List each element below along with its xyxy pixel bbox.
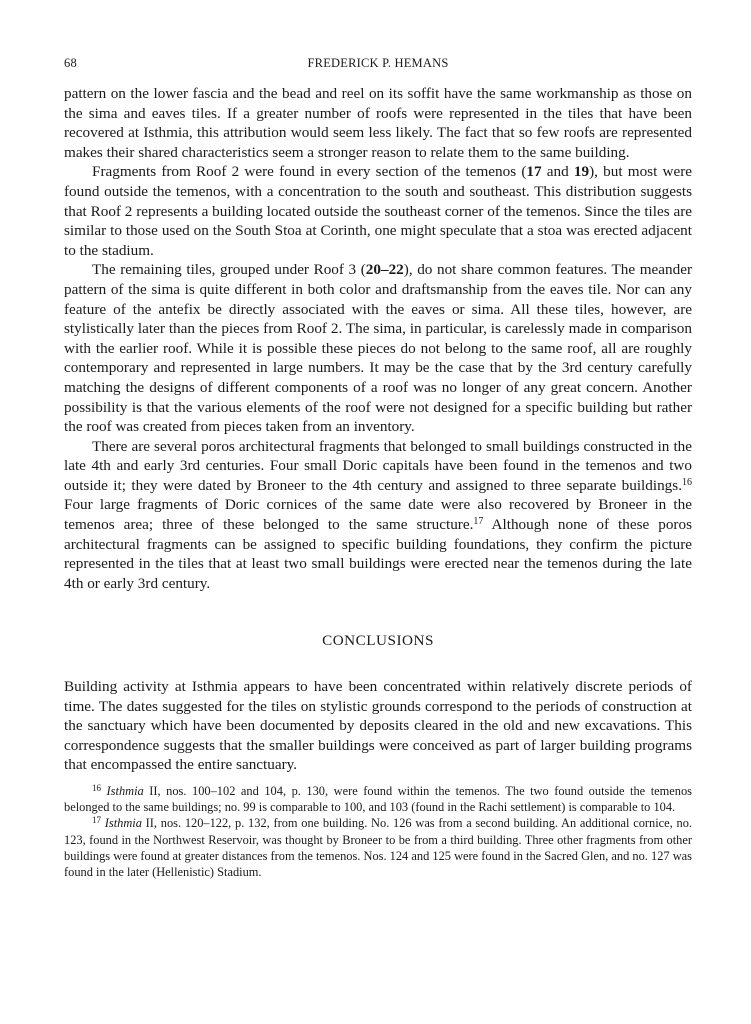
paragraph (64, 437, 692, 594)
text-segment: II, nos. 100–102 and 104, p. 130, were found within the temenos. The two found outside the temenos belonged to the same buildings; no. 99 is comparable to 100, and 103 (found in the Rachi settlement) is comparable to 104. (64, 784, 692, 815)
main-paragraphs (64, 84, 692, 593)
footnote-ref: 17 (92, 815, 101, 826)
page (64, 56, 692, 880)
text-segment: 20–22 (365, 261, 404, 279)
text-segment: Building activity at Isthmia appears to have been concentrated within relatively discrete periods of time. The dates suggested for the tiles on stylistic grounds correspond to the periods of construction at the sanctuary which have been documented by deposits cleared in the old and new excavations. This correspondence suggests that the smaller buildings were conceived as part of larger building programs that encompassed the entire sanctuary. (64, 678, 692, 774)
text-segment: The remaining tiles, grouped under Roof 3 ( (92, 261, 366, 279)
paragraph (64, 677, 692, 775)
text-segment: and (541, 163, 574, 181)
text-segment: Four large fragments of Doric cornices of the same date were also recovered by Broneer in the temenos area; three of these belonged to the same structure. (64, 496, 692, 534)
text-segment: Fragments from Roof 2 were found in every section of the temenos ( (92, 163, 527, 181)
paragraph (64, 84, 692, 162)
text-segment: II, nos. 120–122, p. 132, from one building. No. 126 was from a second building. An additional cornice, no. 123, found in the Northwest Reservoir, was thought by Broneer to be from a third building. Three other fragments from other buildings were found at greater distances from the temenos. Nos. 124 and 125 were found in the Sacred Glen, and no. 127 was found in the later (Hellenistic) Stadium. (64, 816, 692, 880)
page-number: 68 (64, 56, 77, 70)
text-segment: pattern on the lower fascia and the bead and reel on its soffit have the same workmanship as those on the sima and eaves tiles. If a greater number of roofs were represented in the tiles that have been recovered at Isthmia, this attribution would seem less likely. The fact that so few roofs are represented makes their shared characteristics seem a stronger reason to relate them to the same building. (64, 85, 692, 161)
footnote (64, 783, 692, 815)
running-header (64, 56, 692, 78)
footnotes (64, 783, 692, 880)
text-segment: ), do not share common features. The meander pattern of the sima is quite different in both color and draftsmanship from the eaves tile. Nor can any feature of the antefix be directly associated with the eaves or sima. All these tiles, however, are stylistically later than the pieces from Roof 2. The sima, in particular, is carelessly made in comparison with the earlier roof. While it is possible these pieces do not belong to the same roof, all are roughly contemporary and represented in large numbers. It may be the case that by the 3rd century carefully matching the designs of different components of a roof was no longer of any great concern. Another possibility is that the various elements of the roof were not designed for a specific building but rather the roof was created from pieces taken from an inventory. (64, 261, 693, 436)
footnote-ref: 16 (682, 476, 692, 488)
running-header-author: FREDERICK P. HEMANS (307, 56, 449, 70)
text-segment: Isthmia (104, 816, 142, 831)
text-segment: Although none of these poros architectural fragments can be assigned to specific building foundations, they confirm the picture represented in the tiles that at least two small buildings were erected near the temenos during the late 4th or early 3rd century. (64, 516, 692, 592)
text-segment: Isthmia (106, 784, 144, 798)
text-segment: ), but most were found outside the temenos, with a concentration to the south and southeast. This distribution suggests that Roof 2 represents a building located outside the southeast corner of the temenos. Since the tiles are similar to those used on the South Stoa at Corinth, one might speculate that a stoa was erected adjacent to the stadium. (64, 163, 692, 259)
body-text (64, 84, 692, 775)
section-heading: CONCLUSIONS (322, 632, 434, 650)
footnote-ref: 16 (92, 783, 101, 793)
text-segment: 19 (573, 163, 590, 181)
conclusion-paragraphs (64, 677, 692, 775)
footnote (64, 815, 692, 880)
paragraph (64, 260, 692, 436)
text-segment: 17 (526, 163, 542, 181)
footnote-ref: 17 (473, 516, 484, 528)
paragraph (64, 162, 692, 260)
text-segment: There are several poros architectural fragments that belonged to small buildings constructed in the late 4th and early 3rd centuries. Four small Doric capitals have been found in the temenos and two outside it; they were dated by Broneer to the 4th century and assigned to three separate buildings. (64, 437, 692, 494)
